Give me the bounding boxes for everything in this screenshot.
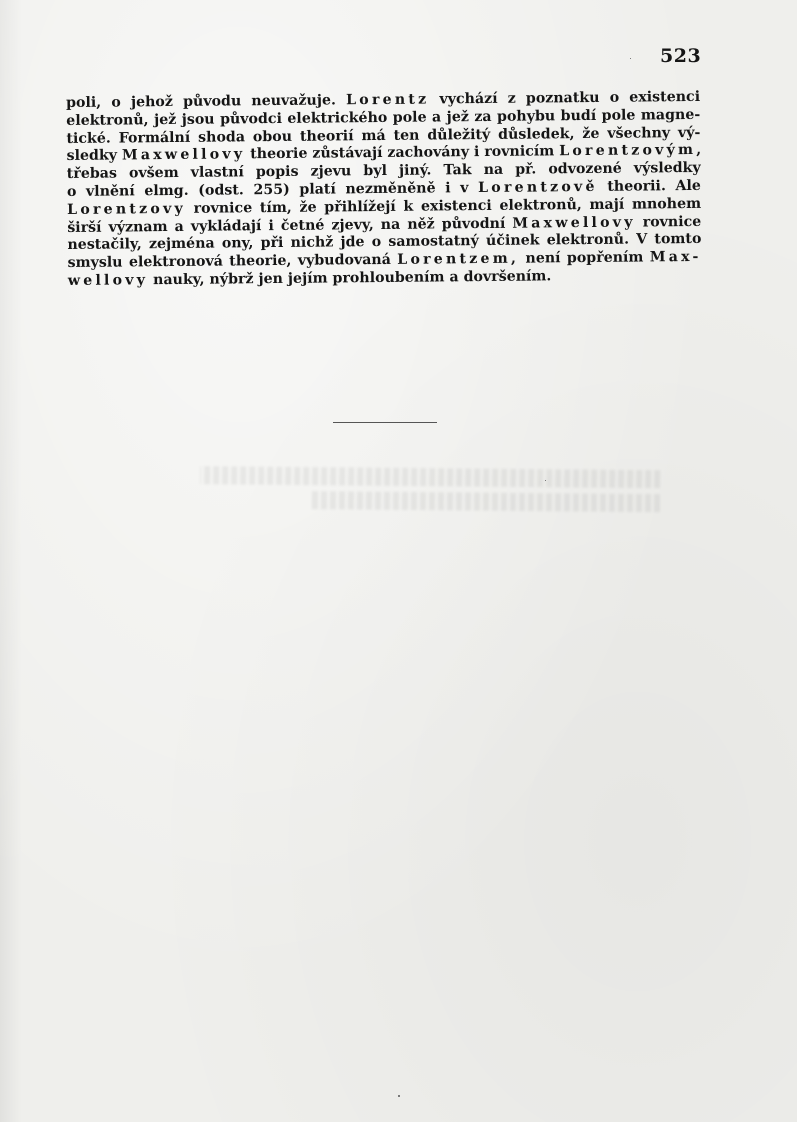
spaced-name: wellovy — [67, 272, 149, 289]
text-run: smyslu elektronová theorie, vybudovaná — [67, 252, 398, 272]
spaced-name: Lorentz — [345, 91, 430, 109]
spaced-name: Lorentzově — [477, 178, 598, 197]
text-run: rovnice — [635, 213, 702, 231]
text-run: theorii. Ale — [597, 177, 701, 195]
text-run: elektronů, jež jsou původci elektrického pole a jež za pohybu budí pole magne- — [66, 106, 701, 129]
text-run: není popřením — [519, 249, 650, 267]
text-run: nauky, nýbrž jen jejím prohloubením a dovršením. — [148, 268, 552, 289]
text-run: tické. Formální shoda obou theorií má ten důležitý důsledek, že všechny vý- — [66, 124, 701, 147]
text-run: theorie zůstávají zachovány i rovnicím — [245, 143, 560, 163]
spaced-name: Maxwellovy — [512, 214, 636, 232]
text-run: rovnice tím, že přihlížejí k existenci elektronů, mají mnohem — [185, 195, 702, 217]
text-run: třebas ovšem vlastní popis zjevu byl jiný. Tak na př. odvozené výsledky — [66, 160, 701, 183]
page-number: 523 — [660, 45, 702, 67]
text-run: sledky — [66, 147, 123, 165]
spaced-name: Max- — [649, 249, 702, 266]
text-run: o vlnění elmg. (odst. 255) platí nezměněně i v — [66, 180, 479, 200]
text-run: vychází z poznatku o existenci — [429, 88, 701, 108]
spaced-name: Lorentzovým, — [559, 142, 705, 160]
paper-speck — [398, 1095, 400, 1097]
bleed-through-shadow — [160, 466, 661, 530]
text-run: nestačily, zejména ony, při nichž jde o samostatný účinek elektronů. V tomto — [67, 231, 702, 254]
text-run: širší význam a vykládají i četné zjevy, na něž původní — [67, 215, 513, 236]
text-run: poli, o jehož původu neuvažuje. — [66, 92, 347, 111]
spaced-name: Lorentzovy — [67, 200, 187, 218]
section-end-rule — [333, 422, 437, 423]
paper-speck — [630, 58, 631, 59]
body-paragraph — [66, 88, 705, 291]
spaced-name: Lorentzem, — [397, 250, 520, 268]
paper-speck — [545, 480, 546, 481]
spaced-name: Maxwellovy — [121, 146, 246, 164]
